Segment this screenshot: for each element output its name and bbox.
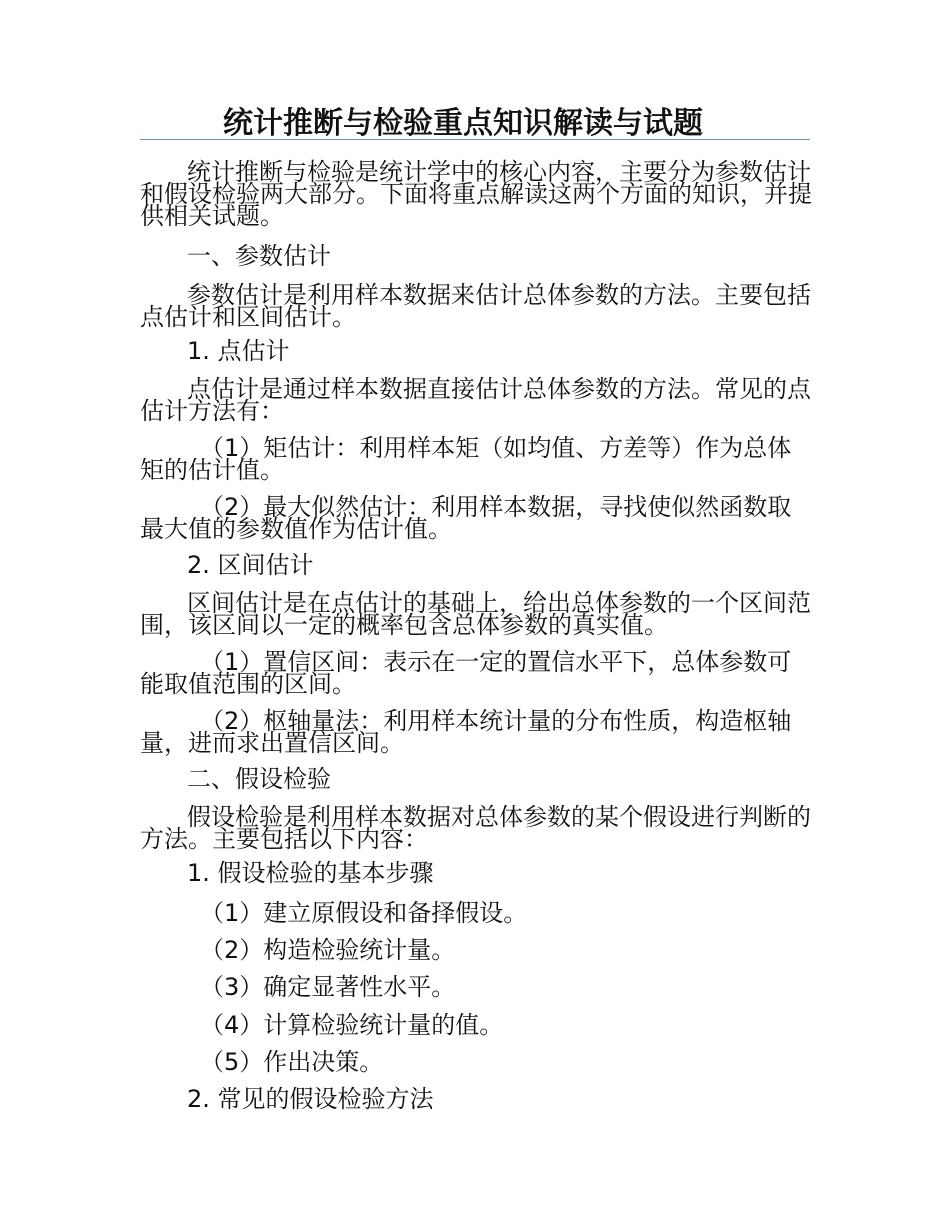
step-item: （4）计算检验统计量的值。 (200, 1011, 504, 1039)
subheading-interval-estimation: 2. 区间估计 (187, 551, 314, 579)
point-estimation-paragraph: 点估计是通过样本数据直接估计总体参数的方法。常见的点估计方法有： (140, 375, 811, 425)
section-heading-hypothesis-testing: 二、假设检验 (187, 765, 331, 793)
subheading-basic-steps: 1. 假设检验的基本步骤 (187, 859, 434, 887)
hypothesis-testing-paragraph: 假设检验是利用样本数据对总体参数的某个假设进行判断的方法。主要包括以下内容： (140, 803, 811, 853)
step-item: （5）作出决策。 (200, 1048, 384, 1076)
list-item-confidence-interval: （1）置信区间：表示在一定的置信水平下，总体参数可能取值范围的区间。 (140, 648, 792, 698)
subheading-point-estimation: 1. 点估计 (187, 337, 290, 365)
step-item: （1）建立原假设和备择假设。 (200, 899, 528, 927)
title-underline (140, 139, 810, 140)
document-title: 统计推断与检验重点知识解读与试题 (223, 106, 703, 141)
step-item: （2）构造检验统计量。 (200, 936, 456, 964)
step-item: （3）确定显著性水平。 (200, 973, 456, 1001)
list-item-moment-estimation: （1）矩估计：利用样本矩（如均值、方差等）作为总体矩的估计值。 (140, 434, 792, 484)
interval-estimation-paragraph: 区间估计是在点估计的基础上，给出总体参数的一个区间范围，该区间以一定的概率包含总体参数的真实值。 (140, 589, 811, 639)
list-item-pivot-method: （2）枢轴量法：利用样本统计量的分布性质，构造枢轴量，进而求出置信区间。 (140, 707, 792, 757)
subheading-common-methods: 2. 常见的假设检验方法 (187, 1085, 434, 1113)
list-item-maximum-likelihood: （2）最大似然估计：利用样本数据，寻找使似然函数取最大值的参数值作为估计值。 (140, 493, 792, 543)
parameter-estimation-paragraph: 参数估计是利用样本数据来估计总体参数的方法。主要包括点估计和区间估计。 (140, 281, 811, 331)
intro-paragraph: 统计推断与检验是统计学中的核心内容，主要分为参数估计和假设检验两大部分。下面将重点解读这两个方面的知识，并提供相关试题。 (140, 158, 812, 230)
section-heading-parameter-estimation: 一、参数估计 (187, 242, 331, 270)
